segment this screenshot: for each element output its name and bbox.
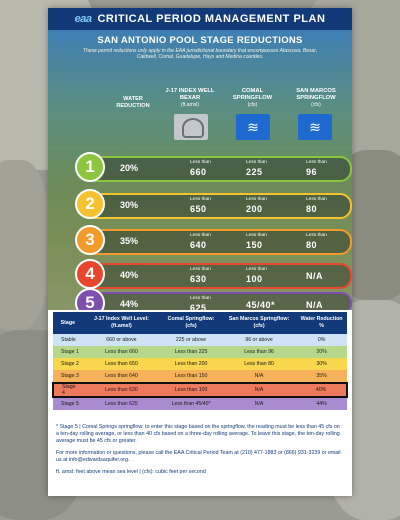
stage-1-comal: Less than 225 xyxy=(246,160,267,177)
table-cell: N/A xyxy=(222,383,296,397)
table-header-row xyxy=(53,312,347,334)
col-sm-unit: (cfs) xyxy=(311,102,321,108)
stage-5-san-marcos: N/A xyxy=(306,300,323,310)
col-san-marcos xyxy=(286,88,346,109)
plan-sheet xyxy=(48,8,352,496)
stage-5-j17: Less than 625 xyxy=(190,296,211,310)
table-row xyxy=(53,370,347,383)
col-comal-unit: (cfs) xyxy=(247,102,258,108)
stage-3-san-marcos: Less than 80 xyxy=(306,233,327,250)
stage-1-reduction: 20% xyxy=(120,163,139,173)
notes xyxy=(56,424,344,481)
table-cell: 40% xyxy=(296,383,347,397)
stage-row-1 xyxy=(78,156,352,182)
table-cell: Stage 5 xyxy=(61,401,79,407)
table-cell: Stage 1 xyxy=(61,349,79,355)
stage-2-j17: Less than 650 xyxy=(190,197,211,214)
page-title: CRITICAL PERIOD MANAGEMENT PLAN xyxy=(97,13,326,25)
stage-4-reduction: 40% xyxy=(120,270,139,280)
table-cell: 20% xyxy=(316,349,327,355)
table-row xyxy=(53,334,347,346)
contact-info: For more information or questions, please call the EAA Critical Period Team at (210) 477-1883 or (866) 931-3239 or email us at info@edwardsaquifer.org. xyxy=(56,450,341,463)
stage-circle-1: 1 xyxy=(75,152,105,182)
col-j17-unit: (ft.amsl) xyxy=(180,102,200,108)
stage-row-5 xyxy=(78,292,352,310)
table-cell: Less than 45/40* xyxy=(171,401,211,407)
col-water-reduction: WATER REDUCTION xyxy=(116,96,150,109)
index-well-icon xyxy=(174,114,208,140)
table-row xyxy=(53,346,347,358)
stage-2-reduction: 30% xyxy=(120,200,139,210)
san-marcos-springflow-icon: ≋ xyxy=(298,114,332,140)
stage-4-comal: Less than 100 xyxy=(246,267,267,284)
table-cell: Less than 660 xyxy=(105,349,138,355)
table-cell: Less than 625 xyxy=(105,401,138,407)
stage-circle-3: 3 xyxy=(75,225,105,255)
table-cell: Less than 80 xyxy=(244,361,274,367)
col-sm-title: SAN MARCOS SPRINGFLOW xyxy=(296,88,336,101)
table-header: J-17 Index Well Level: (ft.amsl) xyxy=(83,312,161,334)
stage-3-j17: Less than 640 xyxy=(190,233,211,250)
col-comal xyxy=(225,88,280,109)
table-cell: Less than 200 xyxy=(174,361,208,367)
table-cell: Stage 4 xyxy=(53,383,83,397)
table-row xyxy=(53,358,347,370)
table-cell: Less than 150 xyxy=(174,373,208,379)
table-cell: 96 or above xyxy=(245,337,273,343)
stage-2-san-marcos: Less than 80 xyxy=(306,197,327,214)
table-cell: Stable xyxy=(61,337,76,343)
stage-4-san-marcos: N/A xyxy=(306,271,323,281)
table-cell: Stage 2 xyxy=(61,361,79,367)
stage-table xyxy=(52,312,348,410)
table-cell: Less than 225 xyxy=(174,349,208,355)
stage-2-comal: Less than 200 xyxy=(246,197,267,214)
col-j17 xyxy=(160,88,220,109)
footnote: * Stage 5 | Comal Springs springflow: to enter this stage based on the springflow, the reading must be less than 45 cfs on a ten-day rolling average, or less than 40 cfs based on a three-day rolling average. To leave this stage, the ten-day rolling average must be 45 cfs or greater. xyxy=(56,424,340,444)
intro-text: These permit reductions only apply in the EAA jurisdictional boundary that encompasses Atascosa, Bexar, Caldwell, Comal, Guadalupe, Hays and Medina counties. xyxy=(82,48,318,60)
table-cell: Less than 650 xyxy=(105,361,138,367)
background-rock xyxy=(0,160,50,330)
table-cell: Stage 3 xyxy=(61,373,79,379)
stage-graphic xyxy=(48,30,352,310)
stage-circle-5: 5 xyxy=(75,288,105,310)
table-row-highlighted xyxy=(53,383,347,397)
table-row xyxy=(53,397,347,410)
table-cell: 30% xyxy=(316,361,327,367)
stage-4-j17: Less than 630 xyxy=(190,267,211,284)
stage-3-comal: Less than 150 xyxy=(246,233,267,250)
table-cell: 0% xyxy=(317,337,326,343)
stage-row-2 xyxy=(78,193,352,219)
stage-circle-2: 2 xyxy=(75,189,105,219)
eaa-logo: eaa xyxy=(74,13,92,25)
table-header: Stage xyxy=(53,312,83,334)
stage-row-4 xyxy=(78,263,352,289)
table-cell: N/A xyxy=(254,373,264,379)
comal-springflow-icon: ≋ xyxy=(236,114,270,140)
table-cell: N/A xyxy=(254,401,264,407)
stage-3-reduction: 35% xyxy=(120,236,139,246)
stage-5-comal: 45/40* xyxy=(246,300,276,310)
col-j17-sub: BEXAR xyxy=(179,95,201,101)
table-cell: 44% xyxy=(316,401,327,407)
table-cell: 35% xyxy=(316,373,327,379)
col-j17-title: J-17 INDEX WELL xyxy=(165,88,215,94)
table-cell: Less than 640 xyxy=(105,373,138,379)
stage-5-reduction: 44% xyxy=(120,299,139,309)
stage-1-san-marcos: Less than 96 xyxy=(306,160,327,177)
table-cell: 660 or above xyxy=(106,337,137,343)
table-header: Comal Springflow: (cfs) xyxy=(160,312,222,334)
header-bar xyxy=(48,8,352,30)
table-cell: Less than 100 xyxy=(160,383,222,397)
col-comal-title: COMAL SPRINGFLOW xyxy=(232,88,273,101)
stage-row-3 xyxy=(78,229,352,255)
table-cell: Less than 96 xyxy=(244,349,274,355)
table-cell: Less than 630 xyxy=(83,383,161,397)
table-header: Water Reduction % xyxy=(296,312,347,334)
stage-circle-4: 4 xyxy=(75,259,105,289)
stage-1-j17: Less than 660 xyxy=(190,160,211,177)
table-cell: 225 or above xyxy=(175,337,207,343)
subtitle: SAN ANTONIO POOL STAGE REDUCTIONS xyxy=(97,35,303,46)
units-legend: ft. amsl: feet above mean sea level | (cfs): cubic feet per second xyxy=(56,469,206,475)
table-header: San Marcos Springflow: (cfs) xyxy=(222,312,296,334)
